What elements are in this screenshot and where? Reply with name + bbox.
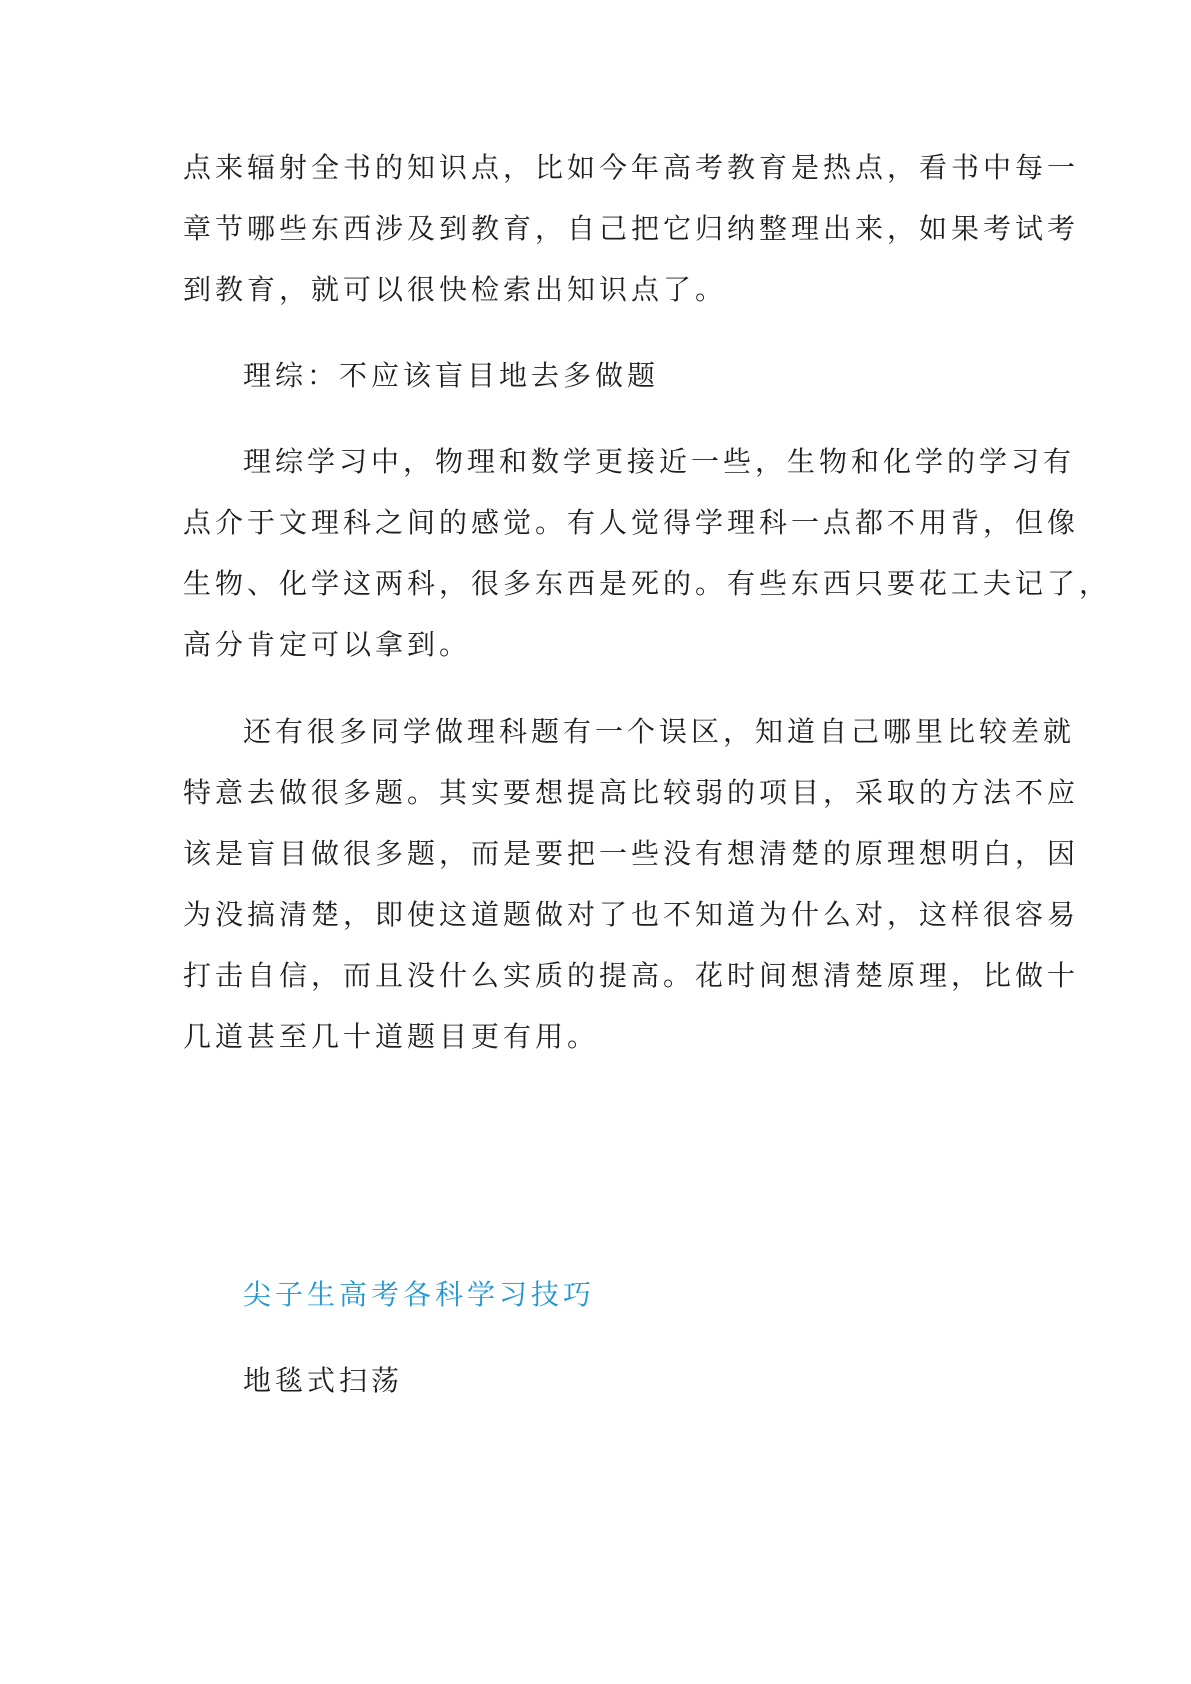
text-line: 理综学习中，物理和数学更接近一些，生物和化学的学习有 (243, 445, 1076, 478)
text-line: 点来辐射全书的知识点，比如今年高考教育是热点，看书中每一 (183, 151, 1080, 184)
text-line: 到教育，就可以很快检索出知识点了。 (183, 273, 728, 306)
heading-text: 理综：不应该盲目地去多做题 (243, 359, 660, 392)
heading-text: 地毯式扫荡 (243, 1364, 404, 1397)
text-line: 为没搞清楚，即使这道题做对了也不知道为什么对，这样很容易 (183, 898, 1080, 931)
link-title-block (183, 1264, 1013, 1325)
paragraph-science-study (183, 431, 1112, 675)
section-heading-science (183, 345, 1013, 406)
text-line: 章节哪些东西涉及到教育，自己把它归纳整理出来，如果考试考 (183, 212, 1080, 245)
section-heading-carpet-sweep (183, 1350, 1013, 1411)
text-line: 特意去做很多题。其实要想提高比较弱的项目，采取的方法不应 (183, 776, 1080, 809)
paragraph-liberal-arts-continuation (183, 137, 1080, 320)
text-line: 高分肯定可以拿到。 (183, 628, 472, 661)
text-line: 几道甚至几十道题目更有用。 (183, 1020, 600, 1053)
article-link[interactable]: 尖子生高考各科学习技巧 (243, 1278, 596, 1311)
text-line: 生物、化学这两科，很多东西是死的。有些东西只要花工夫记了， (183, 567, 1112, 600)
text-line: 还有很多同学做理科题有一个误区，知道自己哪里比较差就 (243, 715, 1076, 748)
paragraph-science-mistakes (183, 701, 1080, 1067)
text-line: 该是盲目做很多题，而是要把一些没有想清楚的原理想明白，因 (183, 837, 1080, 870)
text-line: 点介于文理科之间的感觉。有人觉得学理科一点都不用背，但像 (183, 506, 1080, 539)
text-line: 打击自信，而且没什么实质的提高。花时间想清楚原理，比做十 (183, 959, 1080, 992)
